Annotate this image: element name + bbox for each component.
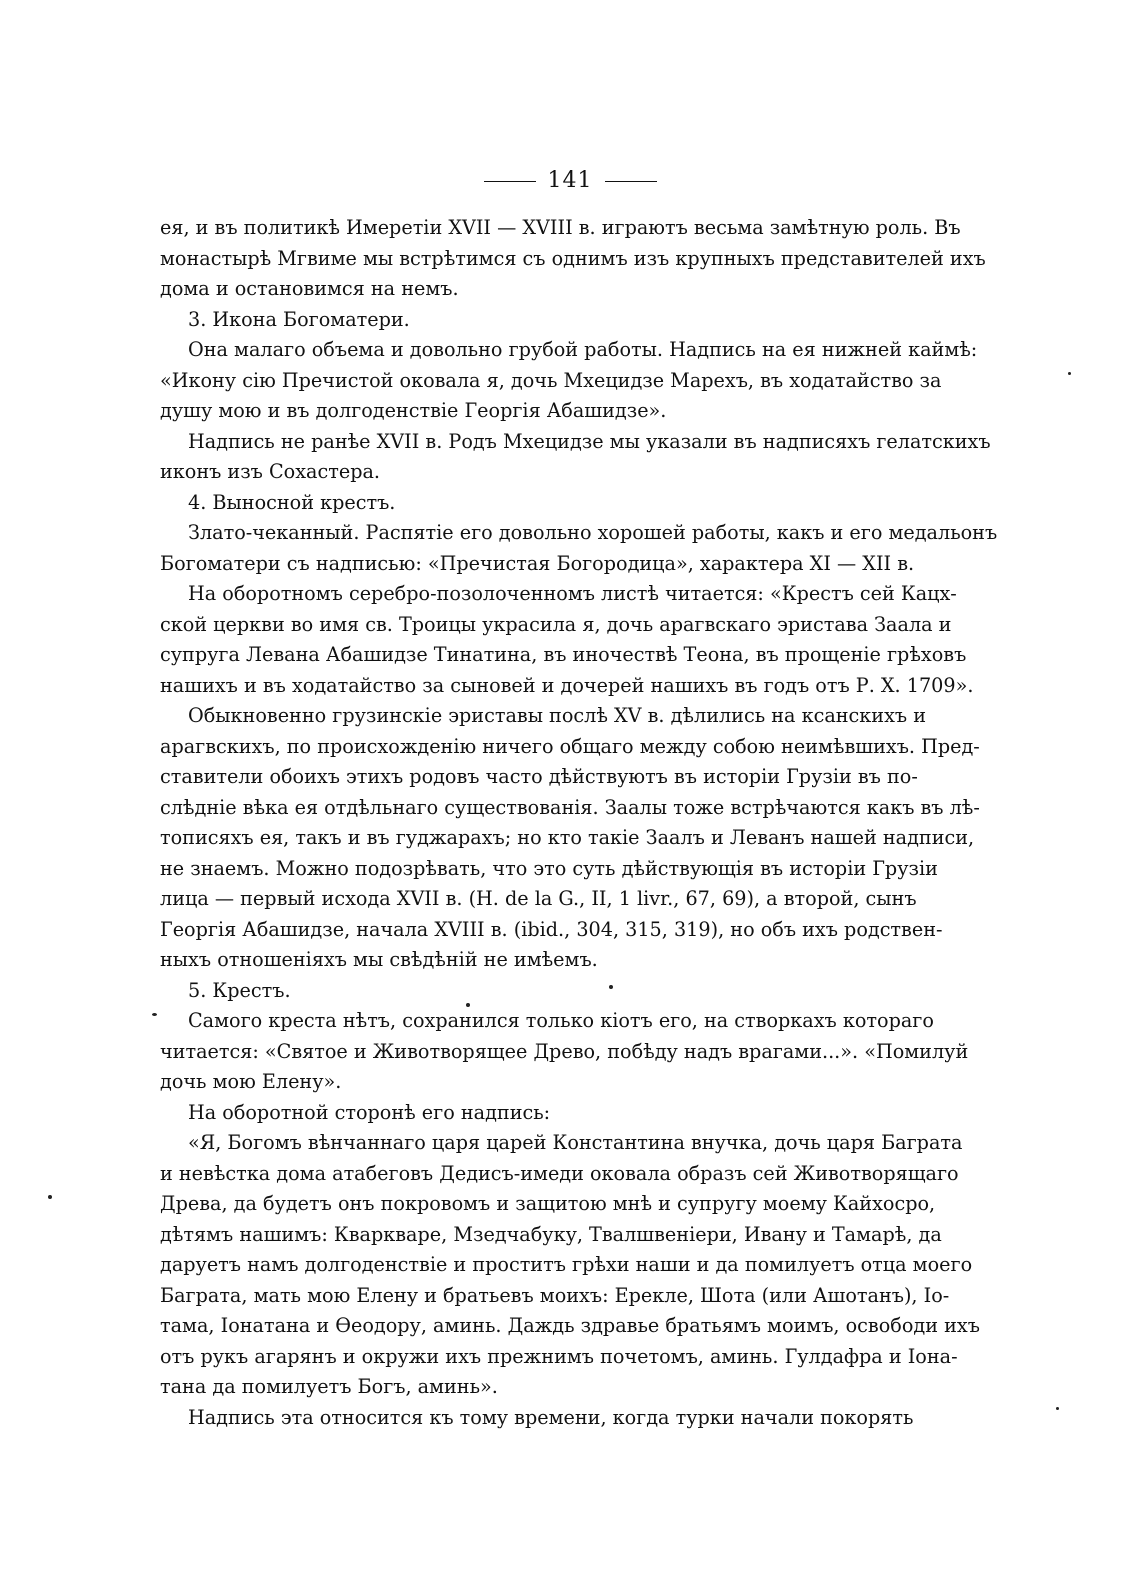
text-line: Баграта, мать мою Елену и братьевъ моихъ: Ерекле, Шота (или Ашотанъ), Іо- bbox=[160, 1283, 950, 1307]
text-line: лица — первый исхода XVII в. (H. de la G., II, 1 livr., 67, 69), а второй, сынъ bbox=[160, 887, 917, 910]
text-line: и невѣстка дома атабеговъ Дедисъ-имеди оковала образъ сей Животворящаго bbox=[160, 1161, 959, 1185]
text-line: отъ рукъ агарянъ и окружи ихъ прежнимъ почетомъ, аминь. Гулдафра и Іона- bbox=[160, 1344, 958, 1368]
body-text bbox=[160, 213, 998, 1433]
text-line: дома и остановимся на немъ. bbox=[160, 277, 459, 300]
text-line: Богоматери съ надписью: «Пречистая Богородица», характера XI — XII в. bbox=[160, 551, 915, 575]
text-line: супруга Левана Абашидзе Тинатина, въ иночествѣ Теона, въ прощеніе грѣховъ bbox=[160, 643, 967, 666]
section-heading-5: 5. Крестъ. bbox=[188, 978, 291, 1002]
scan-speck bbox=[466, 1003, 470, 1007]
scan-speck bbox=[1056, 1407, 1059, 1410]
text-line: ея, и въ политикѣ Имеретіи XVII — XVIII в. играютъ весьма замѣтную роль. Въ bbox=[160, 216, 961, 239]
text-line: дѣтямъ нашимъ: Кваркваре, Мзедчабуку, Твалшвеніери, Ивану и Тамарѣ, да bbox=[160, 1222, 942, 1246]
text-line: ныхъ отношеніяхъ мы свѣдѣній не имѣемъ. bbox=[160, 948, 598, 971]
scan-speck bbox=[609, 985, 613, 989]
text-line: Злато-чеканный. Распятіе его довольно хорошей работы, какъ и его медальонъ bbox=[188, 521, 998, 544]
text-line: нашихъ и въ ходатайство за сыновей и дочерей нашихъ въ годъ отъ Р. Х. 1709». bbox=[160, 673, 974, 697]
text-line: душу мою и въ долгоденствіе Георгія Абашидзе». bbox=[160, 399, 667, 422]
header-rule-right bbox=[605, 181, 657, 182]
header-rule-left bbox=[484, 181, 536, 182]
text-line: иконъ изъ Сохастера. bbox=[160, 460, 381, 483]
text-line: тама, Іонатана и Ѳеодору, аминь. Даждь здравье братьямъ моимъ, освободи ихъ bbox=[160, 1314, 980, 1337]
text-line: Она малаго объема и довольно грубой работы. Надпись на ея нижней каймѣ: bbox=[188, 338, 978, 361]
text-line: Надпись не ранѣе XVII в. Родъ Мхецидзе мы указали въ надписяхъ гелатскихъ bbox=[188, 429, 991, 453]
text-line: Георгія Абашидзе, начала XVIII в. (ibid., 304, 315, 319), но объ ихъ родствен- bbox=[160, 917, 943, 941]
text-line: «Икону сію Пречистой оковала я, дочь Мхецидзе Марехъ, въ ходатайство за bbox=[160, 368, 942, 392]
text-line: Обыкновенно грузинскіе эриставы послѣ XV в. дѣлились на ксанскихъ и bbox=[188, 704, 926, 727]
text-line: Древа, да будетъ онъ покровомъ и защитою мнѣ и супругу моему Кайхосро, bbox=[160, 1192, 936, 1215]
inscription-intro: На оборотной сторонѣ его надпись: bbox=[188, 1100, 551, 1124]
section-heading-3: 3. Икона Богоматери. bbox=[188, 307, 410, 331]
text-line: ской церкви во имя св. Троицы украсила я, дочь арагвскаго эристава Заала и bbox=[160, 612, 952, 636]
text-line: тана да помилуетъ Богъ, аминь». bbox=[160, 1375, 498, 1398]
text-line: читается: «Святое и Животворящее Древо, побѣду надъ врагами...». «Помилуй bbox=[160, 1039, 969, 1063]
page-header bbox=[0, 168, 1140, 194]
text-line: Надпись эта относится къ тому времени, когда турки начали покорять bbox=[188, 1405, 914, 1429]
text-line: монастырѣ Мгвиме мы встрѣтимся съ однимъ изъ крупныхъ представителей ихъ bbox=[160, 246, 986, 270]
text-line: «Я, Богомъ вѣнчаннаго царя царей Константина внучка, дочь царя Баграта bbox=[188, 1131, 963, 1154]
text-line: не знаемъ. Можно подозрѣвать, что это суть дѣйствующія въ исторіи Грузіи bbox=[160, 856, 938, 880]
scan-speck bbox=[48, 1195, 52, 1199]
text-line: ставители обоихъ этихъ родовъ часто дѣйствуютъ въ исторіи Грузіи въ по- bbox=[160, 765, 918, 788]
text-line: дочь мою Елену». bbox=[160, 1070, 342, 1093]
section-heading-4: 4. Выносной крестъ. bbox=[188, 490, 396, 514]
page-number: 141 bbox=[547, 168, 593, 193]
text-line: На оборотномъ серебро-позолоченномъ листѣ читается: «Крестъ сей Кацх- bbox=[188, 582, 957, 605]
scan-speck bbox=[1068, 372, 1071, 375]
scan-speck bbox=[152, 1013, 157, 1016]
text-line: слѣдніе вѣка ея отдѣльнаго существованія. Заалы тоже встрѣчаются какъ въ лѣ- bbox=[160, 795, 980, 819]
text-line: Самого креста нѣтъ, сохранился только кіотъ его, на створкахъ котораго bbox=[188, 1009, 934, 1032]
text-line: даруетъ намъ долгоденствіе и проститъ грѣхи наши и да помилуетъ отца моего bbox=[160, 1253, 973, 1276]
text-line: тописяхъ ея, такъ и въ гуджарахъ; но кто такіе Заалъ и Леванъ нашей надписи, bbox=[160, 826, 975, 849]
text-line: арагвскихъ, по происхожденію ничего общаго между собою неимѣвшихъ. Пред- bbox=[160, 734, 980, 758]
